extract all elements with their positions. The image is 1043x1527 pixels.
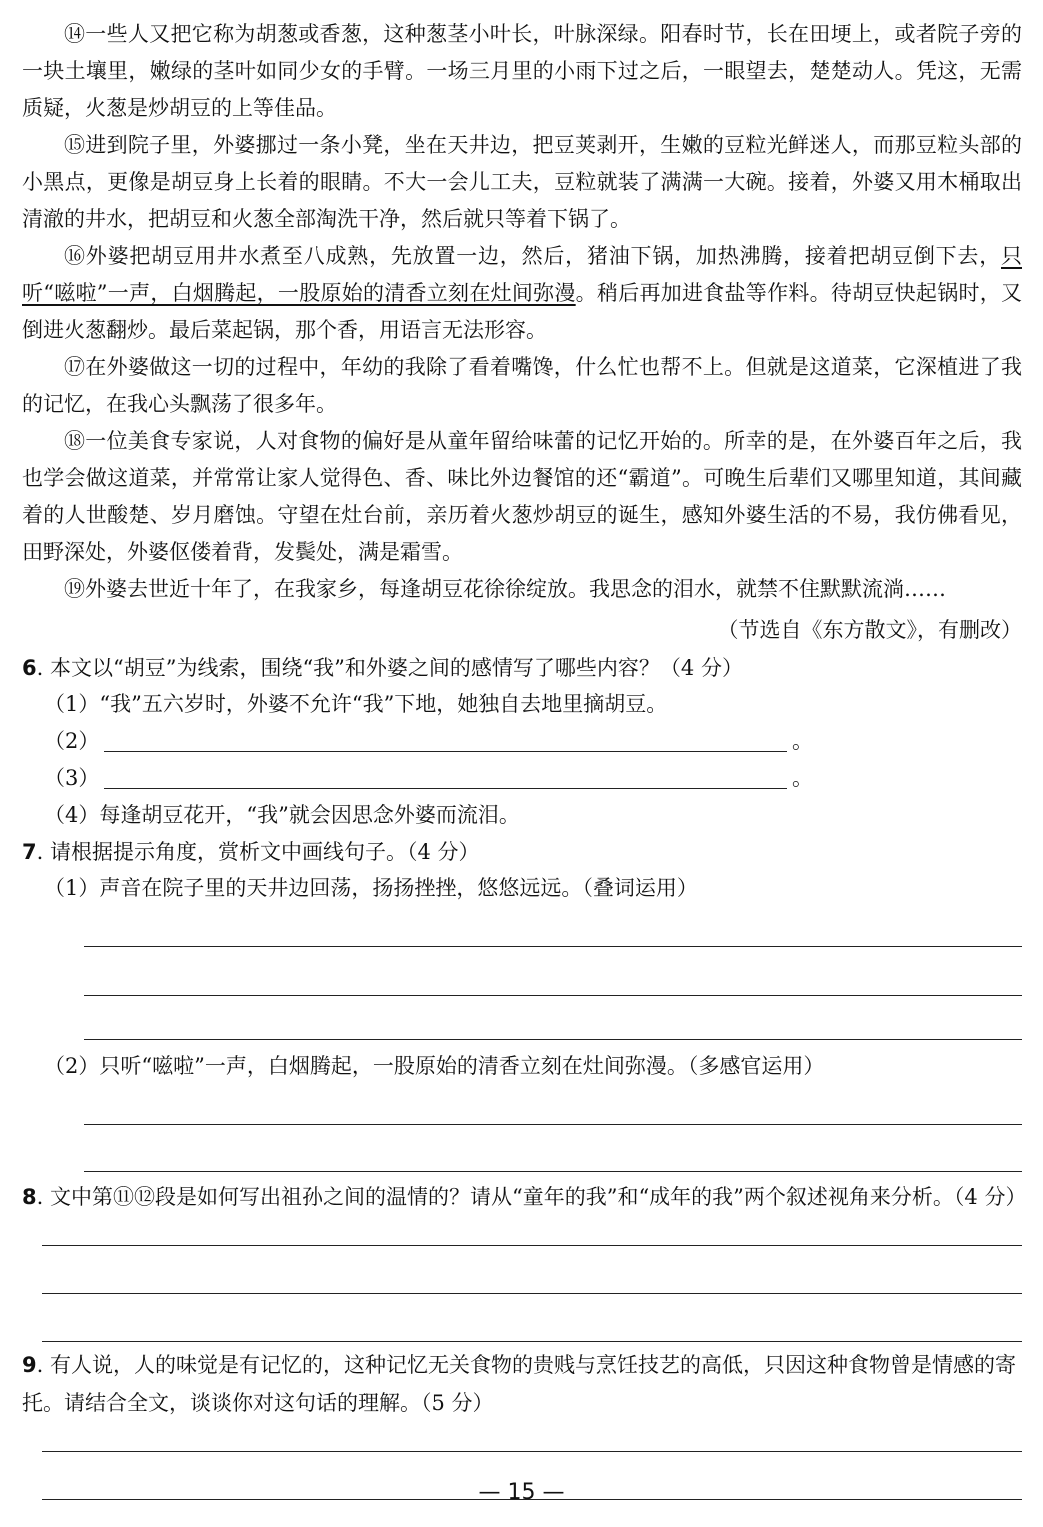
- question-text: . 有人说，人的味觉是有记忆的，这种记忆无关食物的贵贱与烹饪技艺的高低，只因这种食物曾是情感的寄托。请结合全文，谈谈你对这句话的理解。（5 分）: [22, 1353, 1016, 1415]
- question-number: 7: [22, 840, 37, 864]
- question-7: [22, 834, 1022, 870]
- underlined-sentence: 只听“嗞啦”一声，白烟腾起，一股原始的清香立刻在灶间弥漫: [22, 244, 1022, 305]
- q6-item-3: [44, 760, 1022, 797]
- q7-item-2: （2）只听“嗞啦”一声，白烟腾起，一股原始的清香立刻在灶间弥漫。（多感官运用）: [44, 1054, 825, 1078]
- paragraph-14: ⑭一些人又把它称为胡葱或香葱，这种葱茎小叶长，叶脉深绿。阳春时节，长在田埂上，或者院子旁的一块土壤里，嫩绿的茎叶如同少女的手臂。一场三月里的小雨下过之后，一眼望去，楚楚动人。凭这，无需质疑，火葱是炒胡豆的上等佳品。: [22, 22, 1022, 120]
- question-text: . 文中第⑪⑫段是如何写出祖孙之间的温情的？请从“童年的我”和“成年的我”两个叙述视角来分析。（4 分）: [36, 1185, 1027, 1209]
- answer-blank[interactable]: [104, 751, 787, 752]
- answer-line[interactable]: [84, 945, 1022, 947]
- item-label: （3）: [44, 766, 100, 790]
- question-text: . 请根据提示角度，赏析文中画线句子。（4 分）: [36, 840, 480, 864]
- paragraph-15: ⑮进到院子里，外婆挪过一条小凳，坐在天井边，把豆荚剥开，生嫩的豆粒光鲜迷人，而那豆粒头部的小黑点，更像是胡豆身上长着的眼睛。不大一会儿工夫，豆粒就装了满满一大碗。接着，外婆又用木桶取出清澈的井水，把胡豆和火葱全部淘洗干净，然后就只等着下锅了。: [22, 133, 1022, 231]
- page-number: — 15 —: [478, 1480, 565, 1505]
- answer-line[interactable]: [84, 1170, 1022, 1172]
- paragraph-17: ⑰在外婆做这一切的过程中，年幼的我除了看着嘴馋，什么忙也帮不上。但就是这道菜，它深植进了我的记忆，在我心头飘荡了很多年。: [22, 355, 1022, 416]
- period-mark: 。: [792, 766, 813, 790]
- question-6: [22, 650, 1022, 686]
- item-label: （2）: [44, 729, 100, 753]
- paragraph-16-part-a: ⑯外婆把胡豆用井水煮至八成熟，先放置一边，然后，猪油下锅，加热沸腾，接着把胡豆倒下去，: [64, 244, 1001, 268]
- question-number: 9: [22, 1353, 37, 1377]
- paragraph-16: [22, 238, 1022, 349]
- q6-item-2: [44, 723, 1022, 760]
- question-text: . 本文以“胡豆”为线索，围绕“我”和外婆之间的感情写了哪些内容？（4 分）: [36, 656, 743, 680]
- answer-line[interactable]: [84, 994, 1022, 996]
- q7-item-1: （1）声音在院子里的天井边回荡，扬扬挫挫，悠悠远远。（叠词运用）: [44, 876, 698, 900]
- worksheet-page: [22, 0, 1027, 1500]
- answer-line[interactable]: [42, 1340, 1022, 1342]
- answer-line[interactable]: [84, 1038, 1022, 1040]
- question-9: [22, 1346, 1022, 1422]
- answer-line[interactable]: [42, 1450, 1022, 1452]
- question-number: 8: [22, 1185, 37, 1209]
- question-number: 6: [22, 656, 37, 680]
- answer-line[interactable]: [42, 1292, 1022, 1294]
- paragraph-18: ⑱一位美食专家说，人对食物的偏好是从童年留给味蕾的记忆开始的。所幸的是，在外婆百年之后，我也学会做这道菜，并常常让家人觉得色、香、味比外边餐馆的还“霸道”。可晚生后辈们又哪里知道，其间藏着的人世酸楚、岁月磨蚀。守望在灶台前，亲历着火葱炒胡豆的诞生，感知外婆生活的不易，我仿佛看见，田野深处，外婆伛偻着背，发鬓处，满是霜雪。: [22, 429, 1022, 564]
- answer-line[interactable]: [84, 1123, 1022, 1125]
- answer-line[interactable]: [42, 1244, 1022, 1246]
- q6-item-4: （4）每逢胡豆花开，“我”就会因思念外婆而流泪。: [44, 803, 520, 827]
- question-8: [22, 1178, 1027, 1216]
- paragraph-16-part-b: 。稍后再加进食盐等作料。待胡豆快起锅时，又倒进火葱翻炒。最后菜起锅，那个香，用语言无法形容。: [22, 281, 1022, 342]
- q6-item-1: （1）“我”五六岁时，外婆不允许“我”下地，她独自去地里摘胡豆。: [44, 692, 668, 716]
- period-mark: 。: [792, 729, 813, 753]
- paragraph-19: ⑲外婆去世近十年了，在我家乡，每逢胡豆花徐徐绽放。我思念的泪水，就禁不住默默流淌……: [64, 577, 946, 601]
- source-note: （节选自《东方散文》，有删改）: [717, 618, 1022, 642]
- answer-blank[interactable]: [104, 788, 787, 789]
